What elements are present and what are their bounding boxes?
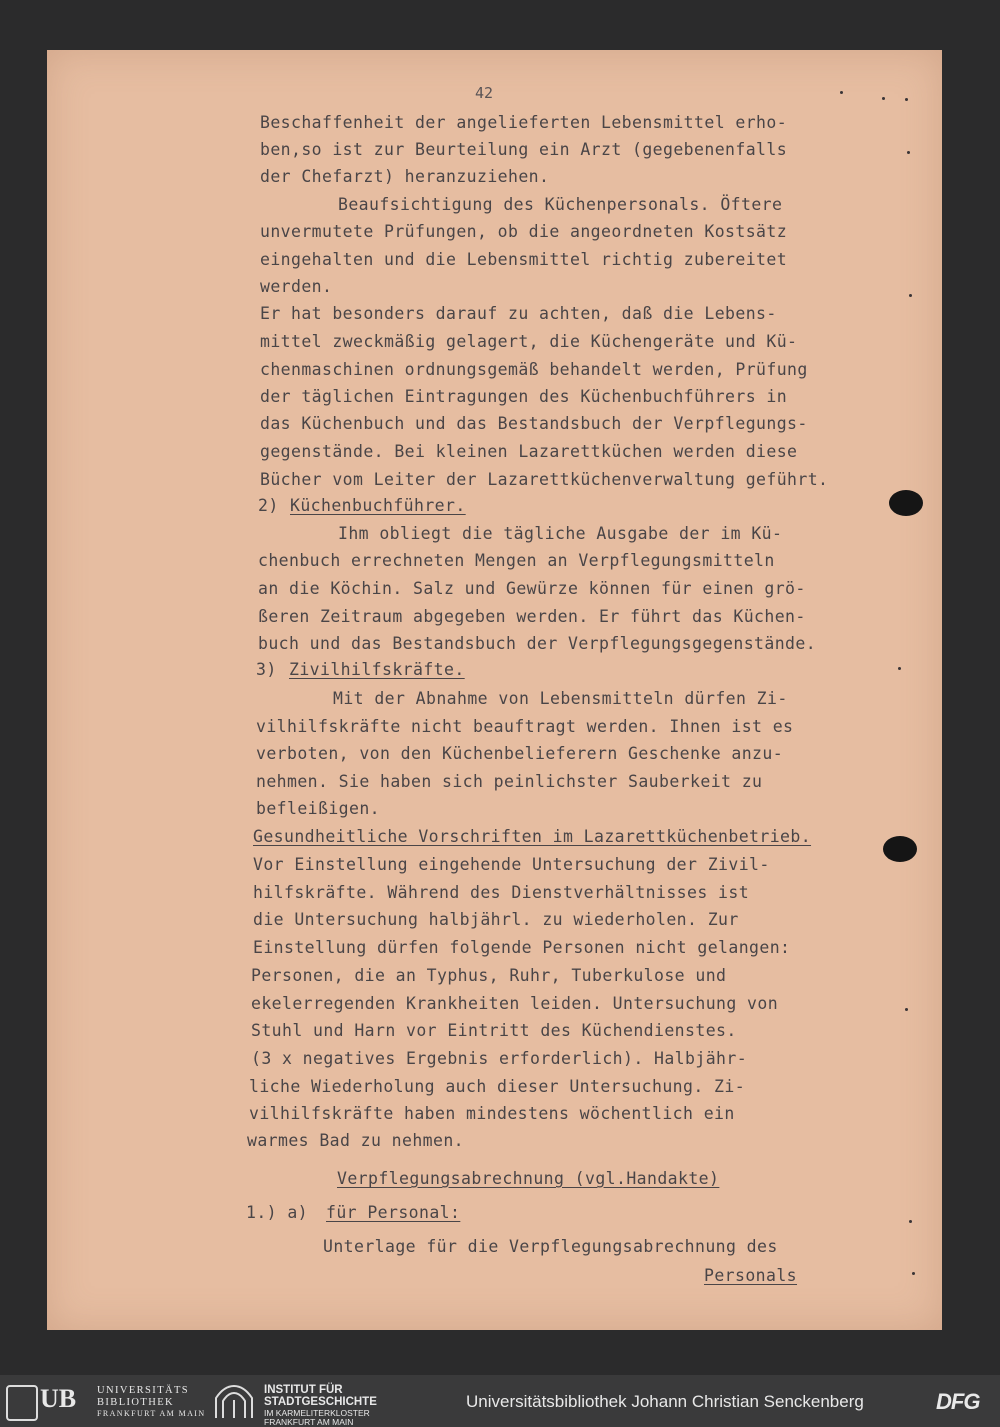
isg-line2: STADTGESCHICHTE <box>264 1396 377 1408</box>
text-line: verboten, von den Küchenbelieferern Geschenke anzu- <box>256 744 784 763</box>
ub-line3: FRANKFURT AM MAIN <box>97 1409 206 1418</box>
text-line: Zivilhilfskräfte. <box>289 660 465 679</box>
text-line: 3) <box>256 660 288 679</box>
text-line: Mit der Abnahme von Lebensmitteln dürfen Zi- <box>333 689 788 708</box>
text-line: vilhilfskräfte nicht beauftragt werden. Ihnen ist es <box>256 717 794 736</box>
text-line: eingehalten und die Lebensmittel richtig zubereitet <box>260 250 788 269</box>
text-line: werden. <box>260 277 333 296</box>
text-line: Gesundheitliche Vorschriften im Lazarettküchenbetrieb. <box>253 827 812 846</box>
text-line: die Untersuchung halbjährl. zu wiederholen. Zur <box>253 910 739 929</box>
text-line: vilhilfskräfte haben mindestens wöchentlich ein <box>249 1104 735 1123</box>
text-line: Personals <box>704 1266 798 1285</box>
isg-logo-icon <box>214 1384 254 1418</box>
text-line: unvermutete Prüfungen, ob die angeordneten Kostsätz <box>260 222 788 241</box>
isg-line4: FRANKFURT AM MAIN <box>264 1417 354 1427</box>
ub-line2: BIBLIOTHEK <box>97 1397 174 1408</box>
text-line: warmes Bad zu nehmen. <box>247 1131 465 1150</box>
speck <box>882 97 885 100</box>
text-line: (3 x negatives Ergebnis erforderlich). Halbjähr- <box>251 1049 748 1068</box>
text-line: buch und das Bestandsbuch der Verpflegungsgegenstände. <box>258 634 817 653</box>
text-line: 1.) a) <box>246 1203 319 1222</box>
speck <box>905 1008 908 1011</box>
ub-line1: UNIVERSITÄTS <box>97 1385 190 1396</box>
text-line: liche Wiederholung auch dieser Untersuchung. Zi- <box>249 1077 746 1096</box>
ub-logo-icon <box>6 1385 38 1421</box>
speck <box>912 1272 915 1275</box>
text-line: hilfskräfte. Während des Dienstverhältnisses ist <box>253 883 750 902</box>
text-line: Küchenbuchführer. <box>290 496 466 515</box>
speck <box>909 1220 912 1223</box>
text-line: Bücher vom Leiter der Lazarettküchenverwaltung geführt. <box>260 470 829 489</box>
text-line: Beaufsichtigung des Küchenpersonals. Öftere <box>338 195 783 214</box>
text-line: mittel zweckmäßig gelagert, die Küchengeräte und Kü- <box>260 332 798 351</box>
text-line: ekelerregenden Krankheiten leiden. Untersuchung von <box>251 994 779 1013</box>
speck <box>909 294 912 297</box>
text-line: das Küchenbuch und das Bestandsbuch der Verpflegungs- <box>260 414 808 433</box>
footer-bar <box>0 1375 1000 1427</box>
text-line: Stuhl und Harn vor Eintritt des Küchendienstes. <box>251 1021 737 1040</box>
text-line: der Chefarzt) heranzuziehen. <box>260 167 550 186</box>
text-line: befleißigen. <box>256 799 381 818</box>
punch-hole-top <box>889 490 923 516</box>
ub-logo-text: UB <box>40 1384 77 1413</box>
isg-line3: IM KARMELITERKLOSTER <box>264 1408 370 1418</box>
isg-line1: INSTITUT FÜR <box>264 1384 343 1396</box>
text-line: Verpflegungsabrechnung (vgl.Handakte) <box>337 1169 720 1188</box>
text-line: Ihm obliegt die tägliche Ausgabe der im Kü- <box>338 524 783 543</box>
text-line: Einstellung dürfen folgende Personen nicht gelangen: <box>253 938 791 957</box>
speck <box>840 91 843 94</box>
document-page <box>47 50 942 1330</box>
text-line: chenbuch errechneten Mengen an Verpflegungsmitteln <box>258 551 775 570</box>
text-line: 2) <box>258 496 290 515</box>
text-line: Vor Einstellung eingehende Untersuchung der Zivil- <box>253 855 770 874</box>
text-line: an die Köchin. Salz und Gewürze können für einen grö- <box>258 579 806 598</box>
text-line: Er hat besonders darauf zu achten, daß die Lebens- <box>260 304 777 323</box>
speck <box>907 151 910 154</box>
text-line: Personen, die an Typhus, Ruhr, Tuberkulose und <box>251 966 727 985</box>
text-line: gegenstände. Bei kleinen Lazarettküchen werden diese <box>260 442 798 461</box>
speck <box>898 667 901 670</box>
text-line: ben,so ist zur Beurteilung ein Arzt (gegebenenfalls <box>260 140 788 159</box>
text-line: der täglichen Eintragungen des Küchenbuchführers in <box>260 387 788 406</box>
text-line: für Personal: <box>326 1203 461 1222</box>
page-number: 42 <box>475 84 494 102</box>
library-name: Universitätsbibliothek Johann Christian Senckenberg <box>466 1392 864 1411</box>
text-line: chenmaschinen ordnungsgemäß behandelt werden, Prüfung <box>260 360 808 379</box>
text-line: Unterlage für die Verpflegungsabrechnung des <box>323 1237 778 1256</box>
text-line: nehmen. Sie haben sich peinlichster Sauberkeit zu <box>256 772 763 791</box>
text-line: ßeren Zeitraum abgegeben werden. Er führt das Küchen- <box>258 607 806 626</box>
speck <box>905 98 908 101</box>
text-line: Beschaffenheit der angelieferten Lebensmittel erho- <box>260 113 788 132</box>
punch-hole-bottom <box>883 836 917 862</box>
dfg-logo: DFG <box>936 1389 980 1414</box>
